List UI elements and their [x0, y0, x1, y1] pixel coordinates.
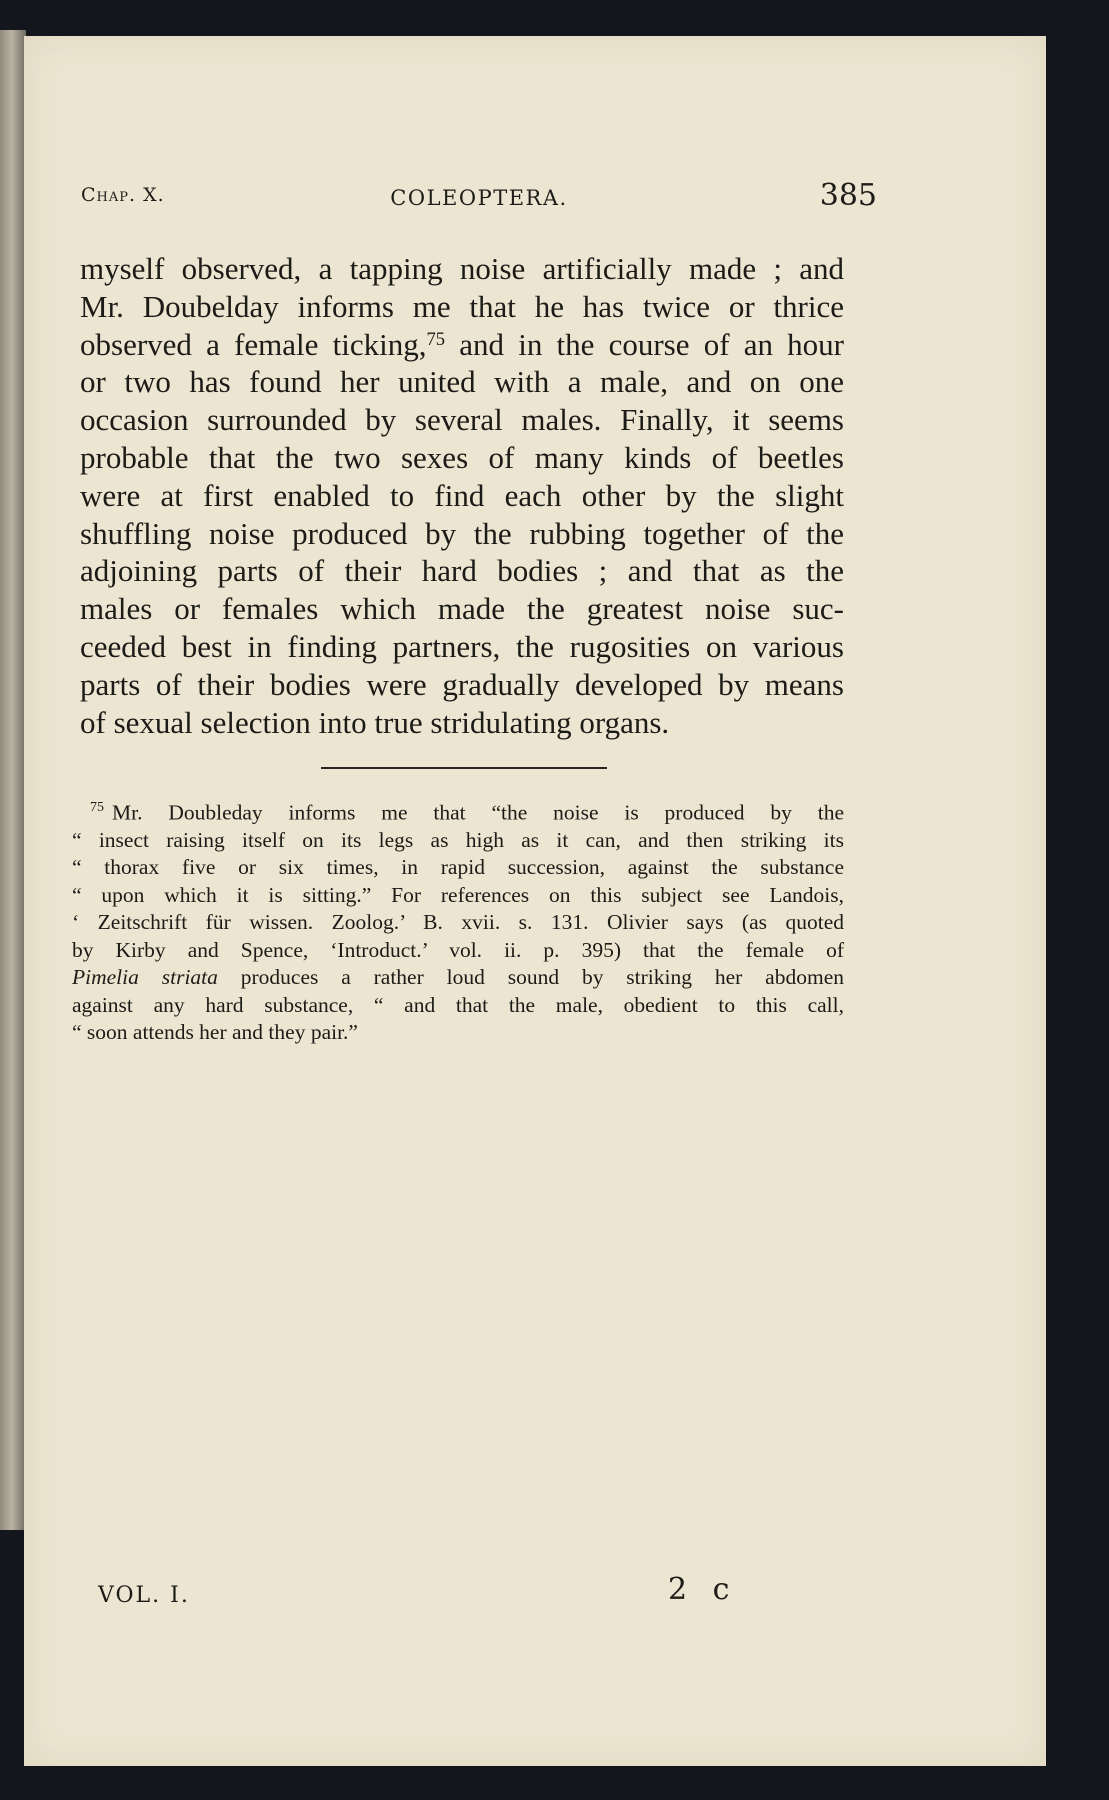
footnote-line: “ thorax five or six times, in rapid succession, against the substance — [72, 855, 844, 880]
running-title: COLEOPTERA. — [390, 186, 568, 210]
footnote-line: “ insect raising itself on its legs as high as it can, and then striking its — [72, 827, 844, 852]
running-head — [81, 178, 877, 218]
text-line: myself observed, a tapping noise artificially made ; and — [80, 251, 844, 286]
footnote-separator-rule — [321, 767, 607, 769]
footnote-line: by Kirby and Spence, ‘Introduct.’ vol. ii. p. 395) that the female of — [72, 937, 844, 962]
footnote-line: Pimelia striata produces a rather loud sound by striking her abdomen — [72, 965, 844, 990]
chapter-label: Chap. X. — [81, 184, 165, 206]
body-paragraph — [80, 250, 844, 741]
text-line: ceeded best in finding partners, the rugosities on various — [80, 628, 844, 664]
italic-species-name: Pimelia striata — [72, 965, 218, 990]
footnote-line: ‘ Zeitschrift für wissen. Zoolog.’ B. xvii. s. 131. Olivier says (as quoted — [72, 910, 844, 935]
text-line: or two has found her united with a male, and on one — [80, 364, 844, 400]
footnote-line: “ soon attends her and they pair.” — [72, 1020, 358, 1045]
text-line: observed a female ticking,$^{75}$ and in the course of an hour — [80, 326, 845, 362]
gathering-signature-mark: 2 c — [668, 1572, 738, 1607]
text-line: of sexual selection into true stridulating organs. — [80, 704, 670, 740]
text-line: Mr. Doubelday informs me that he has twice or thrice — [80, 288, 844, 324]
text-line: adjoining parts of their hard bodies ; and that as the — [80, 553, 844, 589]
footnote-number: 75 — [90, 800, 104, 815]
volume-signature: VOL. I. — [98, 1583, 190, 1608]
footnote-reference[interactable]: 75 — [426, 328, 446, 350]
text-line: shuffling noise produced by the rubbing together of the — [80, 515, 844, 551]
footnote-line: “ upon which it is sitting.” For references on this subject see Landois, — [72, 882, 844, 907]
text-line: parts of their bodies were gradually developed by means — [80, 666, 844, 702]
text-line: males or females which made the greatest noise suc- — [80, 591, 844, 627]
page-number: 385 — [819, 178, 877, 213]
footnote-line: $^{75}$ Mr. Doubleday informs me that “the noise is produced by the — [90, 800, 844, 825]
footnote-line: against any hard substance, “ and that the male, obedient to this call, — [72, 992, 844, 1017]
text-line: occasion surrounded by several males. Finally, it seems — [80, 402, 844, 438]
footnote — [72, 794, 844, 1047]
previous-page-edge — [0, 30, 26, 1530]
text-line: probable that the two sexes of many kinds of beetles — [80, 439, 844, 475]
text-line: were at first enabled to find each other by the slight — [80, 477, 844, 513]
